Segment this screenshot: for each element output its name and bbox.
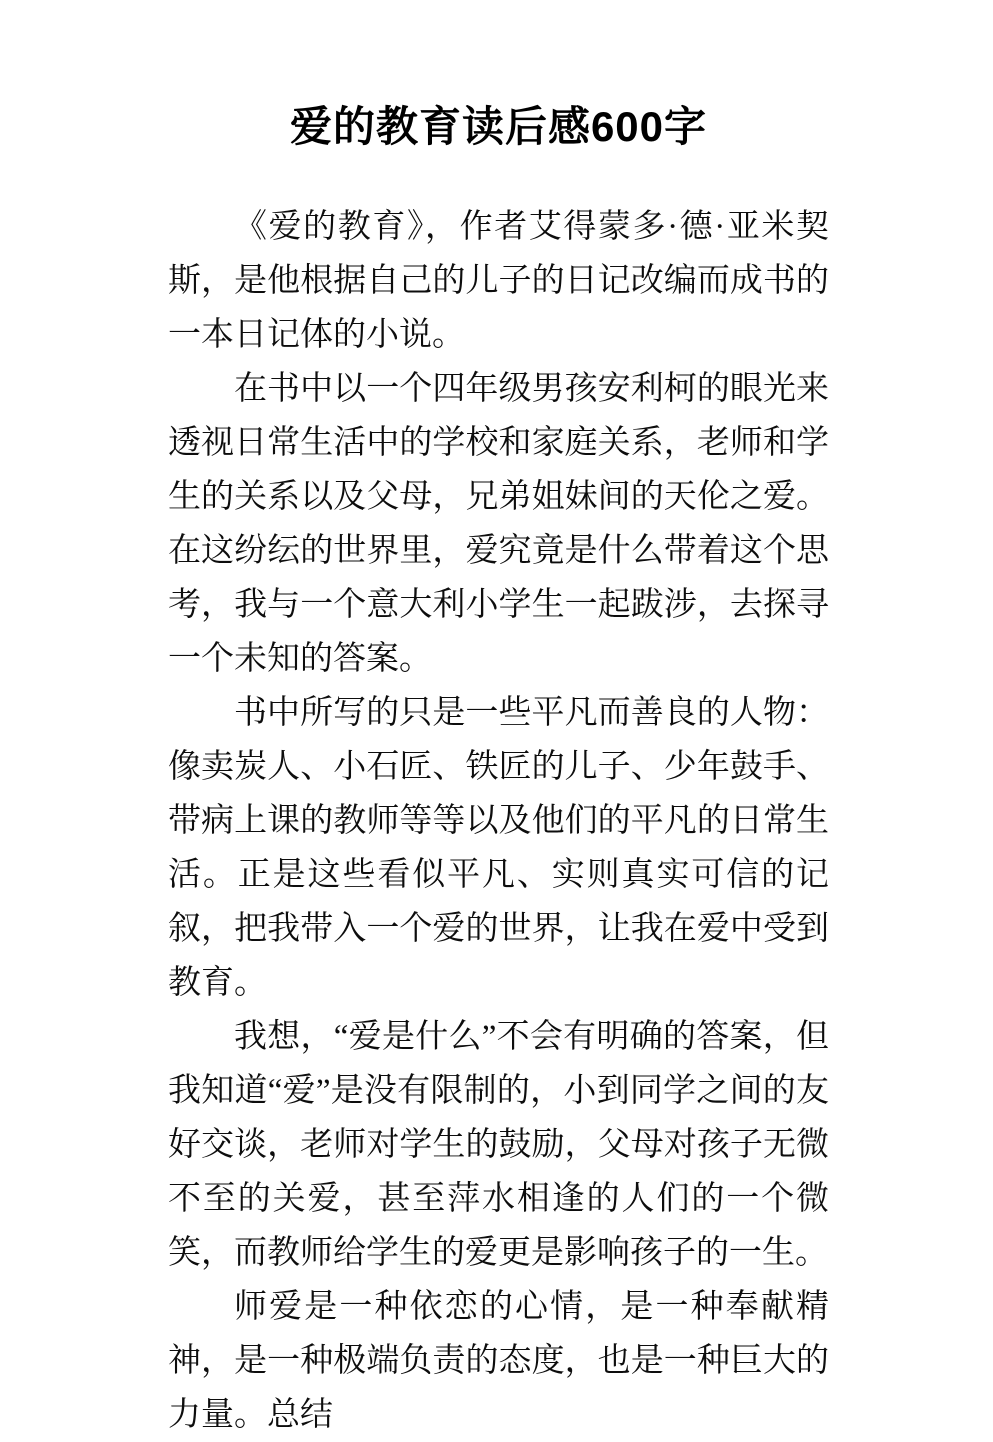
paragraph-teacher-love: 师爱是一种依恋的心情，是一种奉献精神，是一种极端负责的态度，也是一种巨大的力量。总结 bbox=[168, 1289, 829, 1433]
paragraph-characters: 书中所写的只是一些平凡而善良的人物：像卖炭人、小石匠、铁匠的儿子、少年鼓手、带病上课的教师等等以及他们的平凡的日常生活。正是这些看似平凡、实则真实可信的记叙，把我带入一个爱的世界，让我在爱中受到教育。 bbox=[168, 695, 829, 1001]
paragraph-intro: 《爱的教育》，作者艾得蒙多·德·亚米契斯，是他根据自己的儿子的日记改编而成书的一本日记体的小说。 bbox=[168, 209, 829, 353]
document-title: 爱的教育读后感600字 bbox=[289, 103, 708, 150]
document-body bbox=[168, 200, 829, 1442]
paragraph-perspective: 在书中以一个四年级男孩安利柯的眼光来透视日常生活中的学校和家庭关系，老师和学生的关系以及父母，兄弟姐妹间的天伦之爱。在这纷纭的世界里，爱究竟是什么带着这个思考，我与一个意大利小学生一起跋涉，去探寻一个未知的答案。 bbox=[168, 371, 829, 677]
paragraph-what-is-love: 我想，“爱是什么”不会有明确的答案，但我知道“爱”是没有限制的，小到同学之间的友好交谈，老师对学生的鼓励，父母对孩子无微不至的关爱，甚至萍水相逢的人们的一个微笑，而教师给学生的爱更是影响孩子的一生。 bbox=[168, 1019, 829, 1271]
